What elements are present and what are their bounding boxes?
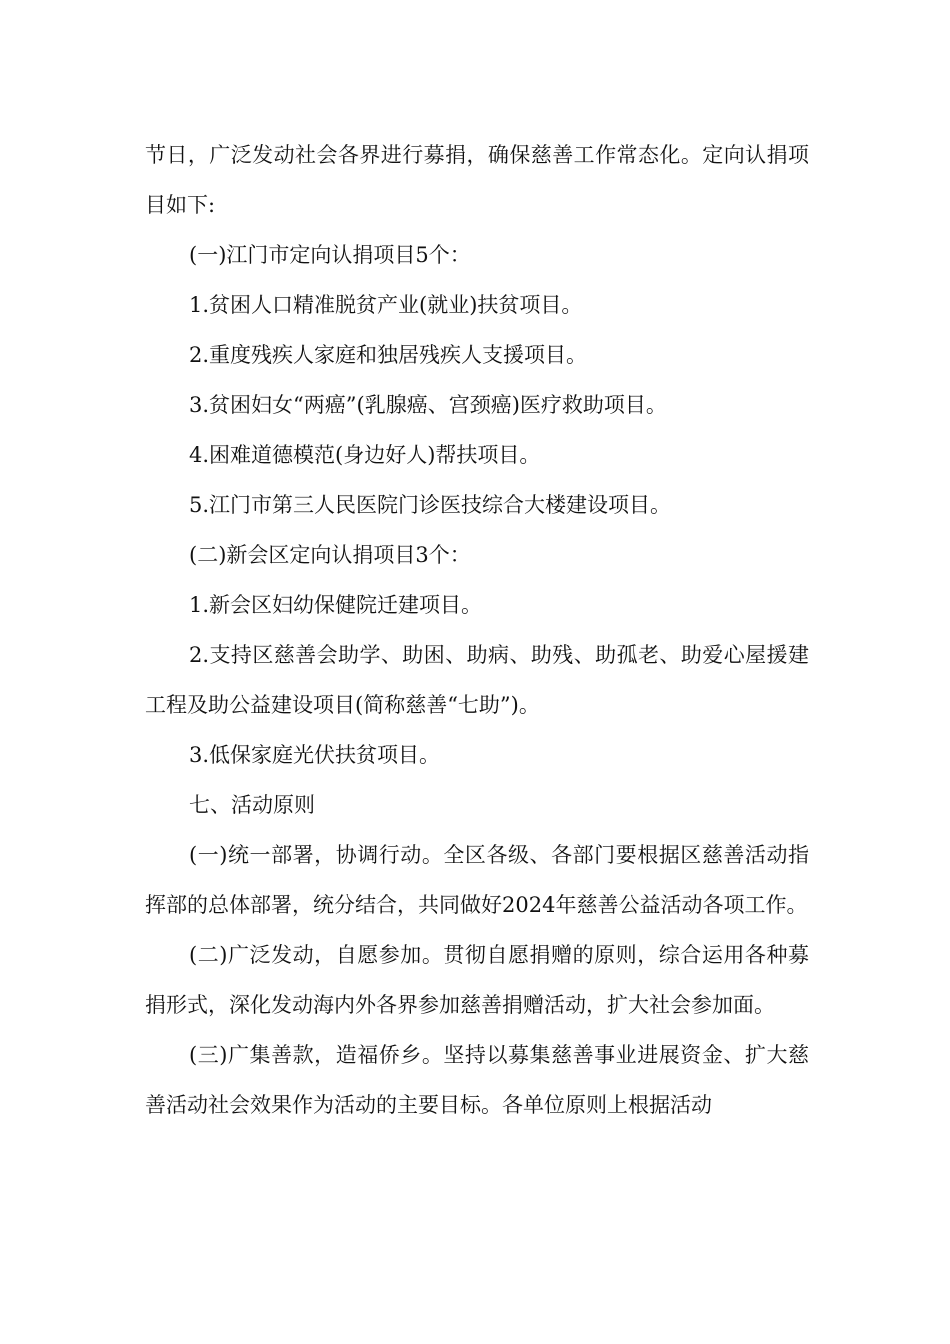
principle-1: (一)统一部署，协调行动。全区各级、各部门要根据区慈善活动指挥部的总体部署，统分结合，共同做好2024年慈善公益活动各项工作。 — [145, 843, 809, 917]
heading-jiangmen-projects: (一)江门市定向认捐项目5个： — [189, 243, 471, 267]
list-item-xinhui-2: 2.支持区慈善会助学、助困、助病、助残、助孤老、助爱心屋援建工程及助公益建设项目(简称慈善“七助”)。 — [145, 643, 809, 717]
document-body — [145, 130, 809, 1130]
list-item-xinhui-3: 3.低保家庭光伏扶贫项目。 — [189, 743, 441, 767]
list-item-jiangmen-3: 3.贫困妇女“两癌”(乳腺癌、宫颈癌)医疗救助项目。 — [189, 393, 667, 417]
list-item-jiangmen-5: 5.江门市第三人民医院门诊医技综合大楼建设项目。 — [189, 493, 672, 517]
list-item-jiangmen-1: 1.贫困人口精准脱贫产业(就业)扶贫项目。 — [189, 293, 583, 317]
paragraph-intro-continuation: 节日，广泛发动社会各界进行募捐，确保慈善工作常态化。定向认捐项目如下: — [145, 143, 809, 217]
principle-2: (二)广泛发动，自愿参加。贯彻自愿捐赠的原则，综合运用各种募捐形式，深化发动海内外各界参加慈善捐赠活动，扩大社会参加面。 — [145, 943, 809, 1017]
list-item-jiangmen-4: 4.困难道德模范(身边好人)帮扶项目。 — [189, 443, 541, 467]
section-heading-principles: 七、活动原则 — [189, 793, 315, 817]
list-item-jiangmen-2: 2.重度残疾人家庭和独居残疾人支援项目。 — [189, 343, 588, 367]
principle-3: (三)广集善款，造福侨乡。坚持以募集慈善事业进展资金、扩大慈善活动社会效果作为活动的主要目标。各单位原则上根据活动 — [145, 1043, 809, 1117]
list-item-xinhui-1: 1.新会区妇幼保健院迁建项目。 — [189, 593, 483, 617]
heading-xinhui-projects: (二)新会区定向认捐项目3个： — [189, 543, 471, 567]
